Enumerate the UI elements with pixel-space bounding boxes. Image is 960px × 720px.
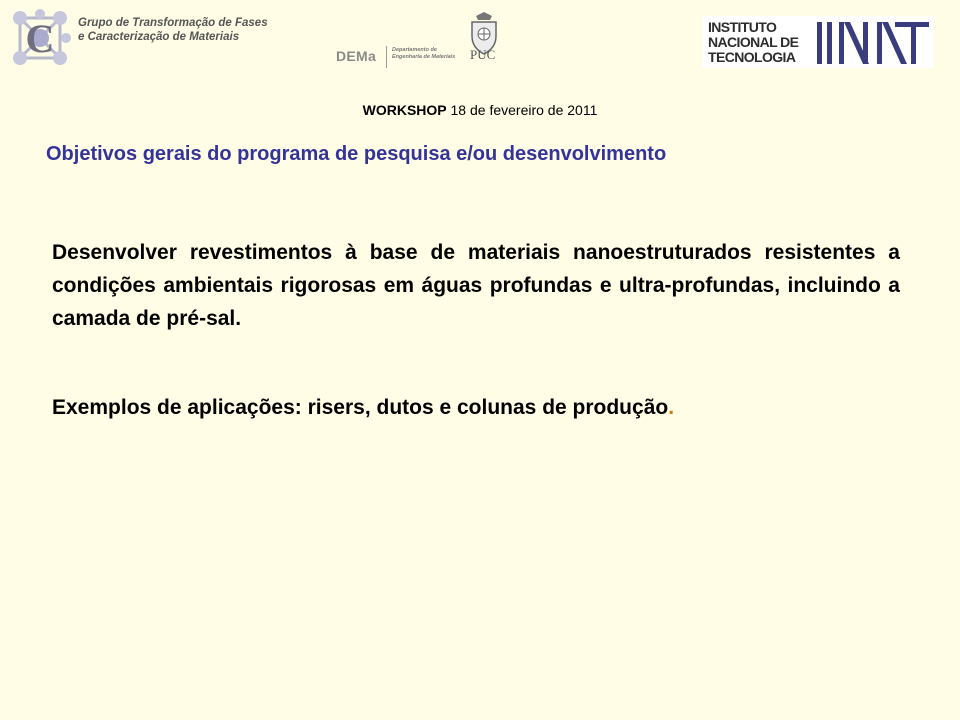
dema-text: DEMa [336,48,377,64]
int-name-line2: NACIONAL DE [708,34,799,50]
int-logo [702,16,934,68]
group-name-line2: e Caracterização de Materiais [78,31,240,43]
dema-subtitle [392,47,455,61]
int-name [708,20,798,65]
slide-title: Objetivos gerais do programa de pesquisa e/ou desenvolvimento [46,143,667,165]
svg-text:C: C [25,16,55,61]
int-name-line1: INSTITUTO [708,19,777,35]
examples-period: . [668,396,675,419]
slide-header [0,0,960,90]
workshop-label: WORKSHOP [362,102,447,118]
examples-line [52,396,912,420]
puc-text: PUC [470,47,496,62]
objective-paragraph: Desenvolver revestimentos à base de materiais nanoestruturados resistentes a condições ambientais rigorosas em águas profundas e ultra-profundas, incluindo a camada de pré-sal. [52,241,900,330]
group-name-line1: Grupo de Transformação de Fases [78,17,268,29]
dema-separator [386,46,387,68]
int-name-line3: TECNOLOGIA [708,49,796,65]
workshop-line [0,102,960,118]
workshop-date: 18 de fevereiro de 2011 [446,102,598,118]
dema-subtitle-line1: Departamento de [392,47,437,53]
molecule-c-icon [6,8,74,68]
group-name [78,16,268,44]
dema-subtitle-line2: Engenharia de Materiais [392,54,456,60]
int-logo-icon [815,20,931,66]
examples-text: Exemplos de aplicações: risers, dutos e colunas de produção [52,396,669,419]
